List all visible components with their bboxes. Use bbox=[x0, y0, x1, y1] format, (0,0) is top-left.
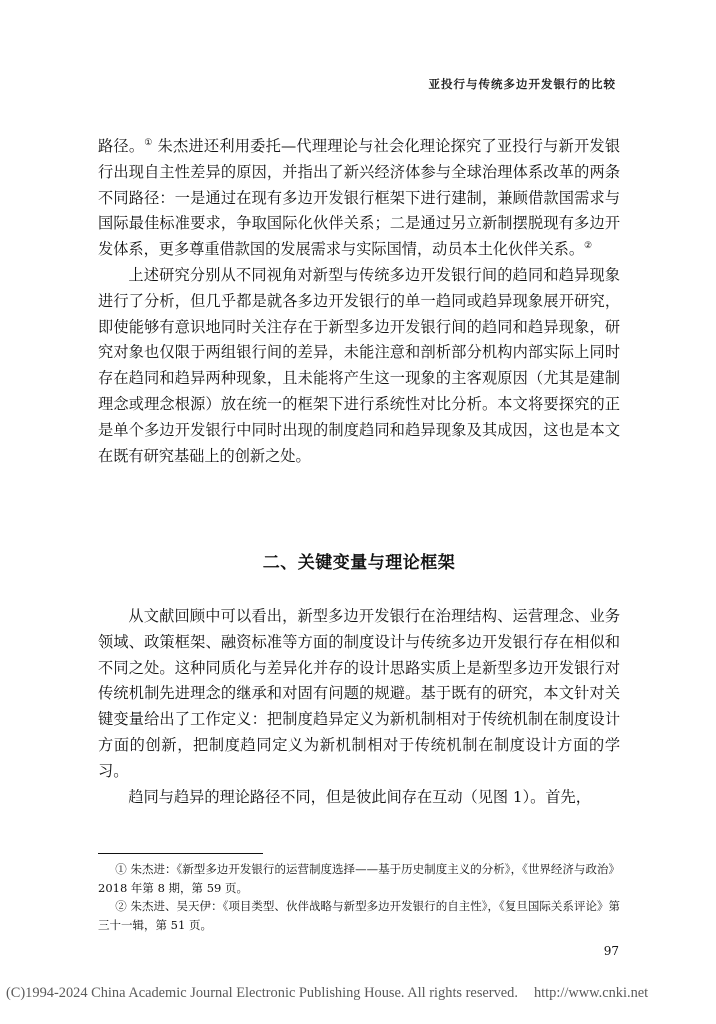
footnote-2: ② 朱杰进、吴天伊：《项目类型、伙伴战略与新型多边开发银行的自主性》，《复旦国际关系评论》第三十一辑，第 51 页。 bbox=[98, 899, 620, 932]
paragraph-4: 趋同与趋异的理论路径不同，但是彼此间存在互动（见图 1）。首先， bbox=[128, 787, 591, 806]
body-text-top bbox=[98, 134, 620, 469]
paragraph-1-start: 路径。 bbox=[98, 137, 145, 155]
footnote-1: ① 朱杰进：《新型多边开发银行的运营制度选择——基于历史制度主义的分析》，《世界经济与政治》2018 年第 8 期，第 59 页。 bbox=[98, 862, 620, 895]
paragraph-2: 上述研究分别从不同视角对新型与传统多边开发银行间的趋同和趋异现象进行了分析，但几乎都是就各多边开发银行的单一趋同或趋异现象展开研究，即使能够有意识地同时关注存在于新型多边开发银行间的趋同和趋异现象，研究对象也仅限于两组银行间的差异，未能注意和剖析部分机构内部实际上同时存在趋同和趋异两种现象，且未能将产生这一现象的主客观原因（尤其是建制理念或理念根源）放在统一的框架下进行系统性对比分析。本文将要探究的正是单个多边开发银行中同时出现的制度趋同和趋异现象及其成因，这也是本文在既有研究基础上的创新之处。 bbox=[98, 265, 620, 465]
footnote-ref-2[interactable]: ② bbox=[584, 241, 593, 252]
running-head: 亚投行与传统多边开发银行的比较 bbox=[428, 77, 616, 91]
footnote-divider bbox=[98, 853, 263, 854]
paragraph-1 bbox=[98, 134, 620, 263]
page-number: 97 bbox=[603, 944, 619, 958]
paragraph-3: 从文献回顾中可以看出，新型多边开发银行在治理结构、运营理念、业务领域、政策框架、融资标准等方面的制度设计与传统多边开发银行存在相似和不同之处。这种同质化与差异化并存的设计思路实质上是新型多边开发银行对传统机制先进理念的继承和对固有问题的规避。基于既有的研究，本文针对关键变量给出了工作定义：把制度趋异定义为新机制相对于传统机制在制度设计方面的创新，把制度趋同定义为新机制相对于传统机制在制度设计方面的学习。 bbox=[98, 607, 620, 780]
copyright-text: (C)1994-2024 China Academic Journal Electronic Publishing House. All rights reserved. bbox=[6, 985, 518, 1001]
body-text-bottom bbox=[98, 604, 620, 810]
footnote-ref-1[interactable]: ① bbox=[144, 137, 153, 148]
copyright-notice bbox=[6, 985, 712, 1002]
footnotes bbox=[98, 860, 620, 934]
paragraph-1-body: 朱杰进还利用委托—代理理论与社会化理论探究了亚投行与新开发银行出现自主性差异的原因，并指出了新兴经济体参与全球治理体系改革的两条不同路径：一是通过在现有多边开发银行框架下进行建制，兼顾借款国需求与国际最佳标准要求，争取国际化伙伴关系；二是通过另立新制摆脱现有多边开发体系，更多尊重借款国的发展需求与实际国情，动员本土化伙伴关系。 bbox=[98, 137, 621, 259]
section-heading: 二、关键变量与理论框架 bbox=[262, 553, 456, 573]
copyright-url[interactable]: http://www.cnki.net bbox=[533, 985, 649, 1001]
